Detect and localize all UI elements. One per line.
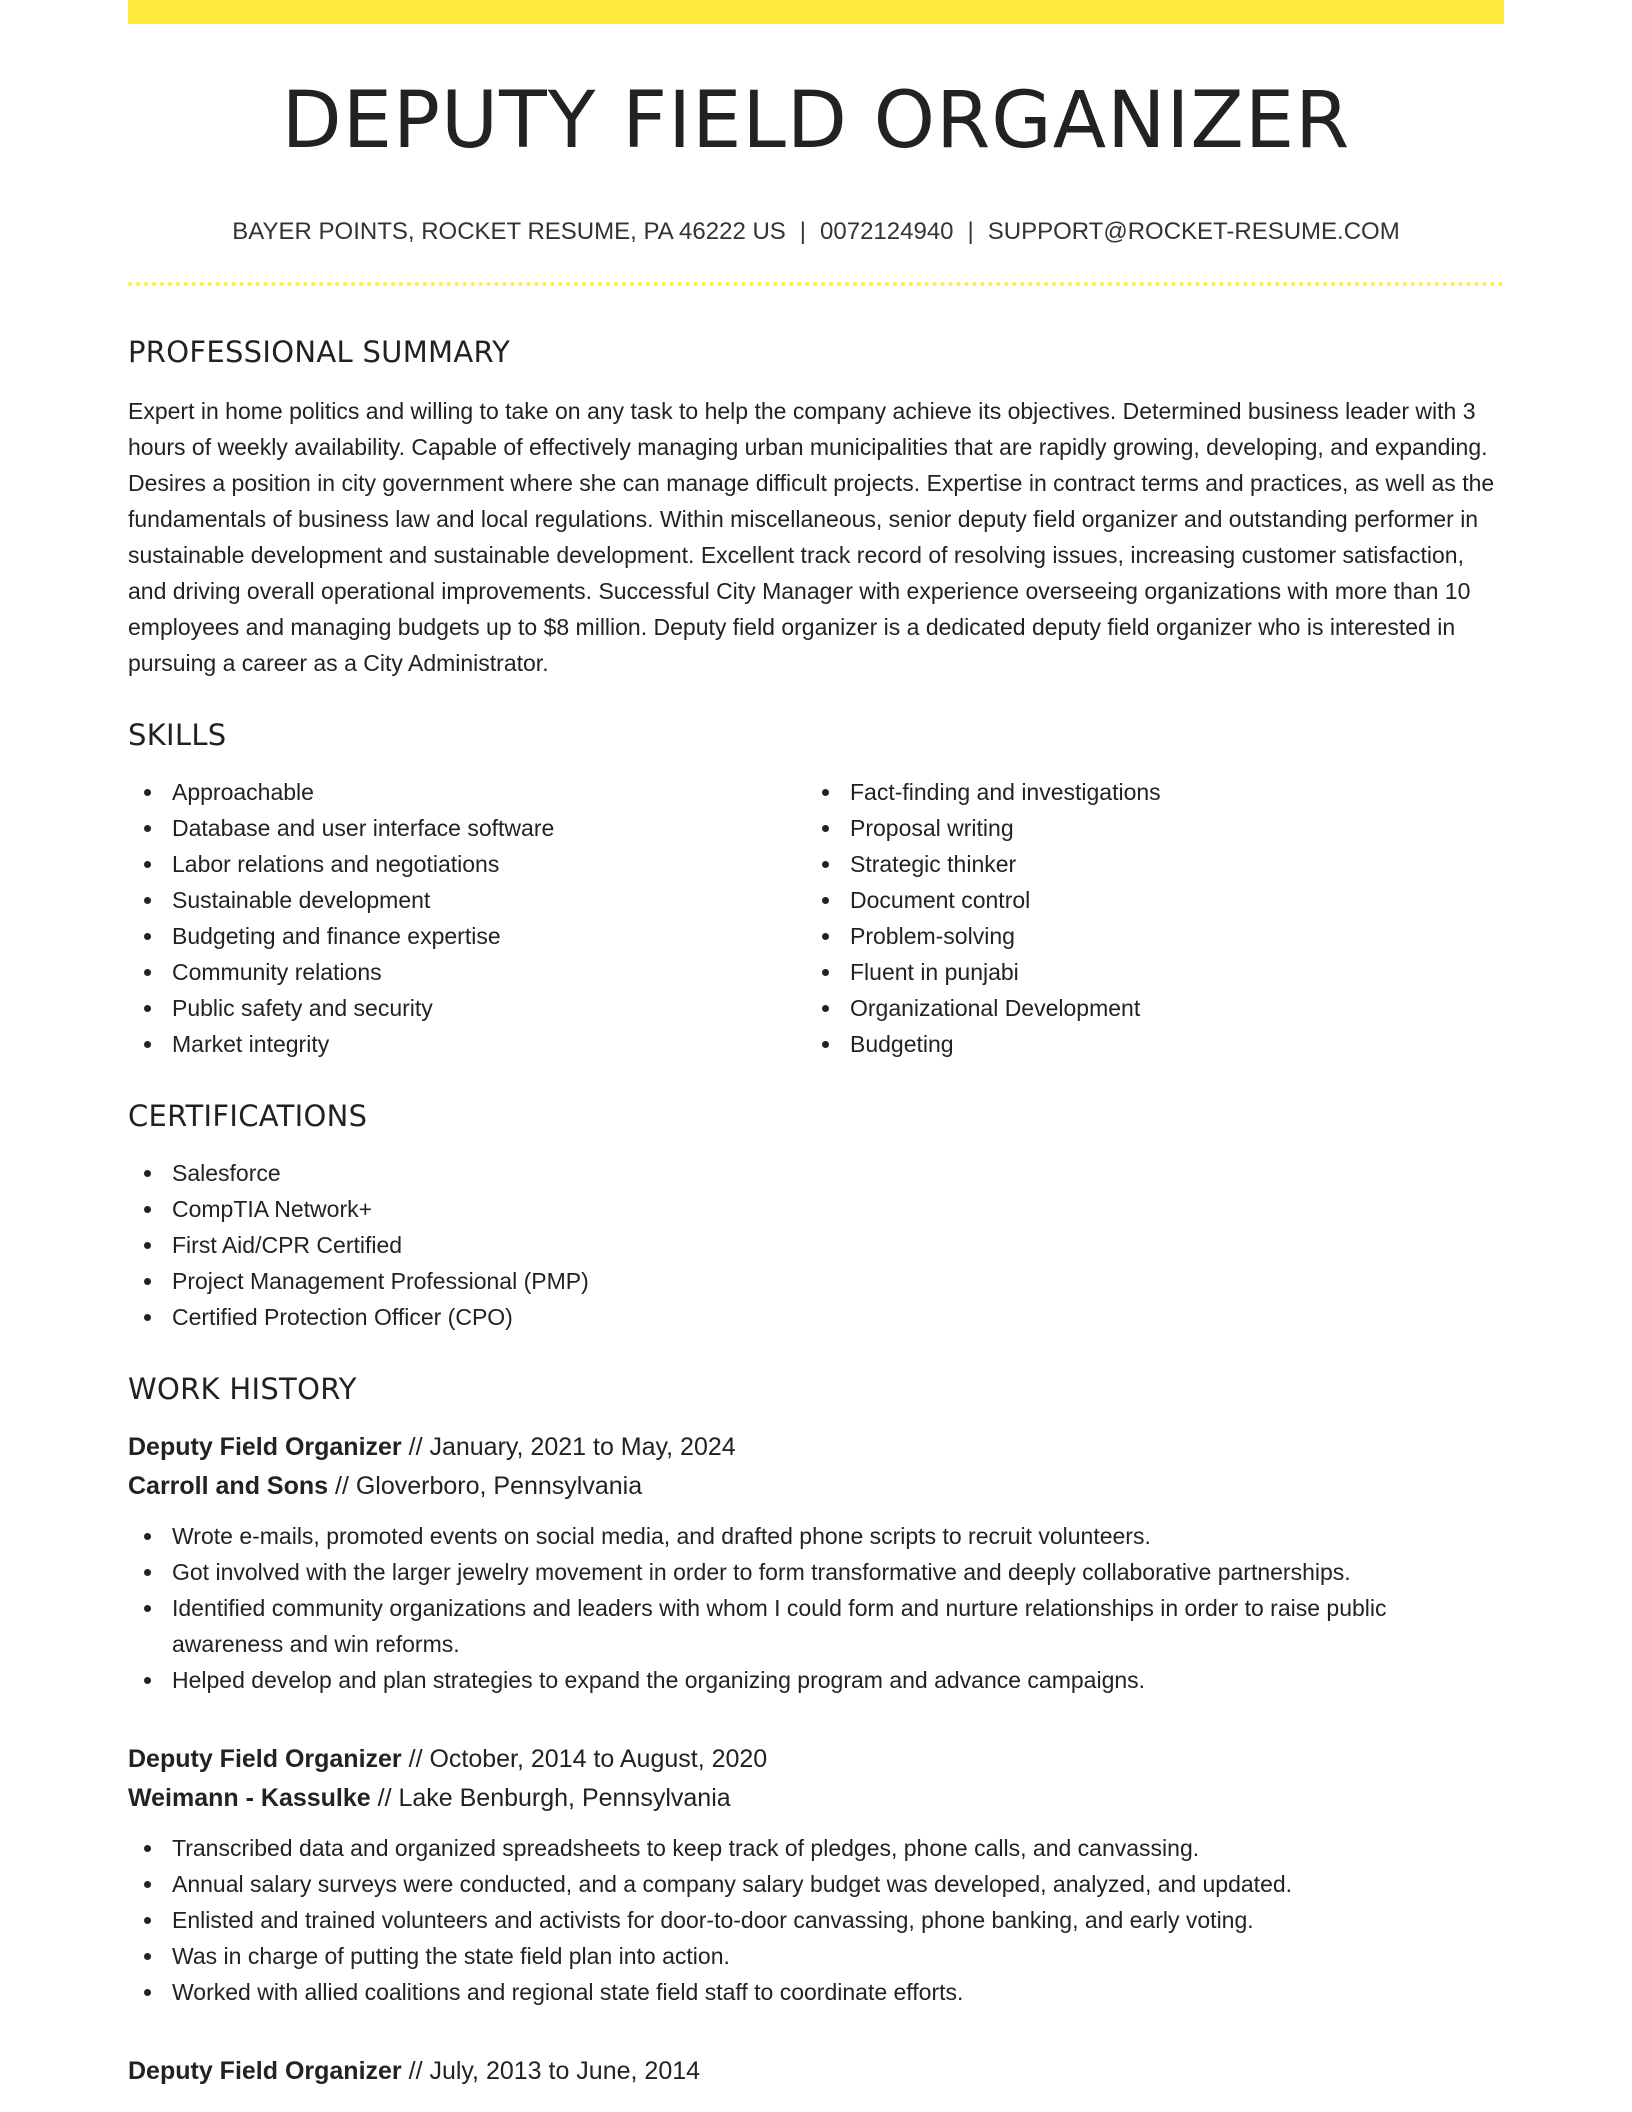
job-duties-list	[128, 1830, 1504, 2010]
job-duty-item: Identified community organizations and leaders with whom I could form and nurture relationships in order to raise public awareness and win reforms.	[128, 1590, 1504, 1662]
skills-columns	[128, 774, 1504, 1062]
job-duty-item: Annual salary surveys were conducted, and a company salary budget was developed, analyzed, and updated.	[128, 1866, 1504, 1902]
job-duty-item: Was in charge of putting the state field plan into action.	[128, 1938, 1504, 1974]
certifications-heading: CERTIFICATIONS	[128, 1099, 368, 1133]
skill-item: Budgeting and finance expertise	[128, 918, 806, 954]
job-dates: // July, 2013 to June, 2014	[401, 2057, 701, 2085]
job-dates: // October, 2014 to August, 2020	[401, 1745, 768, 1773]
skill-item: Market integrity	[128, 1026, 806, 1062]
resume-title: DEPUTY FIELD ORGANIZER	[281, 76, 1351, 166]
job-dates: // January, 2021 to May, 2024	[401, 1433, 736, 1461]
job-location: // Gloverboro, Pennsylvania	[328, 1472, 643, 1500]
skill-item: Document control	[806, 882, 1484, 918]
contact-phone: 0072124940	[820, 218, 954, 245]
job-company: Weimann - Kassulke	[128, 1784, 371, 1812]
job-duty-item: Helped develop and plan strategies to expand the organizing program and advance campaigns.	[128, 1662, 1504, 1698]
skill-item: Budgeting	[806, 1026, 1484, 1062]
skill-item: Sustainable development	[128, 882, 806, 918]
contact-email: SUPPORT@ROCKET-RESUME.COM	[987, 218, 1400, 245]
skill-item: Community relations	[128, 954, 806, 990]
skill-item: Labor relations and negotiations	[128, 846, 806, 882]
skills-list-right	[806, 774, 1484, 1062]
contact-address: BAYER POINTS, ROCKET RESUME, PA 46222 US	[232, 218, 786, 245]
skills-heading: SKILLS	[128, 718, 227, 752]
job-entry	[128, 2052, 1504, 2091]
certification-item: Salesforce	[128, 1155, 1504, 1191]
skill-item: Public safety and security	[128, 990, 806, 1026]
skill-item: Problem-solving	[806, 918, 1484, 954]
summary-heading: PROFESSIONAL SUMMARY	[128, 335, 511, 369]
job-role-line	[128, 1428, 1504, 1467]
summary-text: Expert in home politics and willing to take on any task to help the company achieve its objectives. Determined business leader with 3 hours of weekly availability. Capable of effectively managing urban municipalities that are rapidly growing, developing, and expanding. Desires a position in city government where she can manage difficult projects. Expertise in contract terms and practices, as well as the fundamentals of business law and local regulations. Within miscellaneous, senior deputy field organizer and outstanding performer in sustainable development and sustainable development. Excellent track record of resolving issues, increasing customer satisfaction, and driving overall operational improvements. Successful City Manager with experience overseeing organizations with more than 10 employees and managing budgets up to $8 million. Deputy field organizer is a dedicated deputy field organizer who is interested in pursuing a career as a City Administrator.	[128, 398, 1495, 676]
certification-item: Certified Protection Officer (CPO)	[128, 1299, 1504, 1335]
skill-item: Organizational Development	[806, 990, 1484, 1026]
job-role: Deputy Field Organizer	[128, 1433, 402, 1461]
work-history-heading: WORK HISTORY	[128, 1372, 357, 1406]
certification-item: CompTIA Network+	[128, 1191, 1504, 1227]
job-role: Deputy Field Organizer	[128, 2057, 402, 2085]
job-entry	[128, 1428, 1504, 1698]
skill-item: Database and user interface software	[128, 810, 806, 846]
skill-item: Approachable	[128, 774, 806, 810]
resume-page	[128, 0, 1504, 2091]
job-role-line	[128, 2052, 1504, 2091]
job-role-line	[128, 1740, 1504, 1779]
job-duty-item: Wrote e-mails, promoted events on social media, and drafted phone scripts to recruit volunteers.	[128, 1518, 1504, 1554]
job-company-line	[128, 1779, 1504, 1818]
skill-item: Proposal writing	[806, 810, 1484, 846]
accent-top-bar	[128, 0, 1504, 24]
certification-item: First Aid/CPR Certified	[128, 1227, 1504, 1263]
skill-item: Fluent in punjabi	[806, 954, 1484, 990]
job-duty-item: Transcribed data and organized spreadsheets to keep track of pledges, phone calls, and canvassing.	[128, 1830, 1504, 1866]
contact-separator: |	[967, 218, 974, 245]
dotted-divider	[128, 282, 1504, 286]
skills-list-left	[128, 774, 806, 1062]
certification-item: Project Management Professional (PMP)	[128, 1263, 1504, 1299]
job-location: // Lake Benburgh, Pennsylvania	[370, 1784, 731, 1812]
job-role: Deputy Field Organizer	[128, 1745, 402, 1773]
job-company: Carroll and Sons	[128, 1472, 329, 1500]
contact-line	[128, 220, 1504, 244]
job-duty-item: Worked with allied coalitions and regional state field staff to coordinate efforts.	[128, 1974, 1504, 2010]
certifications-list	[128, 1155, 1504, 1335]
contact-separator: |	[799, 218, 807, 245]
skill-item: Fact-finding and investigations	[806, 774, 1484, 810]
job-entry	[128, 1740, 1504, 2010]
job-duties-list	[128, 1518, 1504, 1698]
job-duty-item: Got involved with the larger jewelry movement in order to form transformative and deeply collaborative partnerships.	[128, 1554, 1504, 1590]
job-duty-item: Enlisted and trained volunteers and activists for door-to-door canvassing, phone banking, and early voting.	[128, 1902, 1504, 1938]
skill-item: Strategic thinker	[806, 846, 1484, 882]
job-company-line	[128, 1467, 1504, 1506]
